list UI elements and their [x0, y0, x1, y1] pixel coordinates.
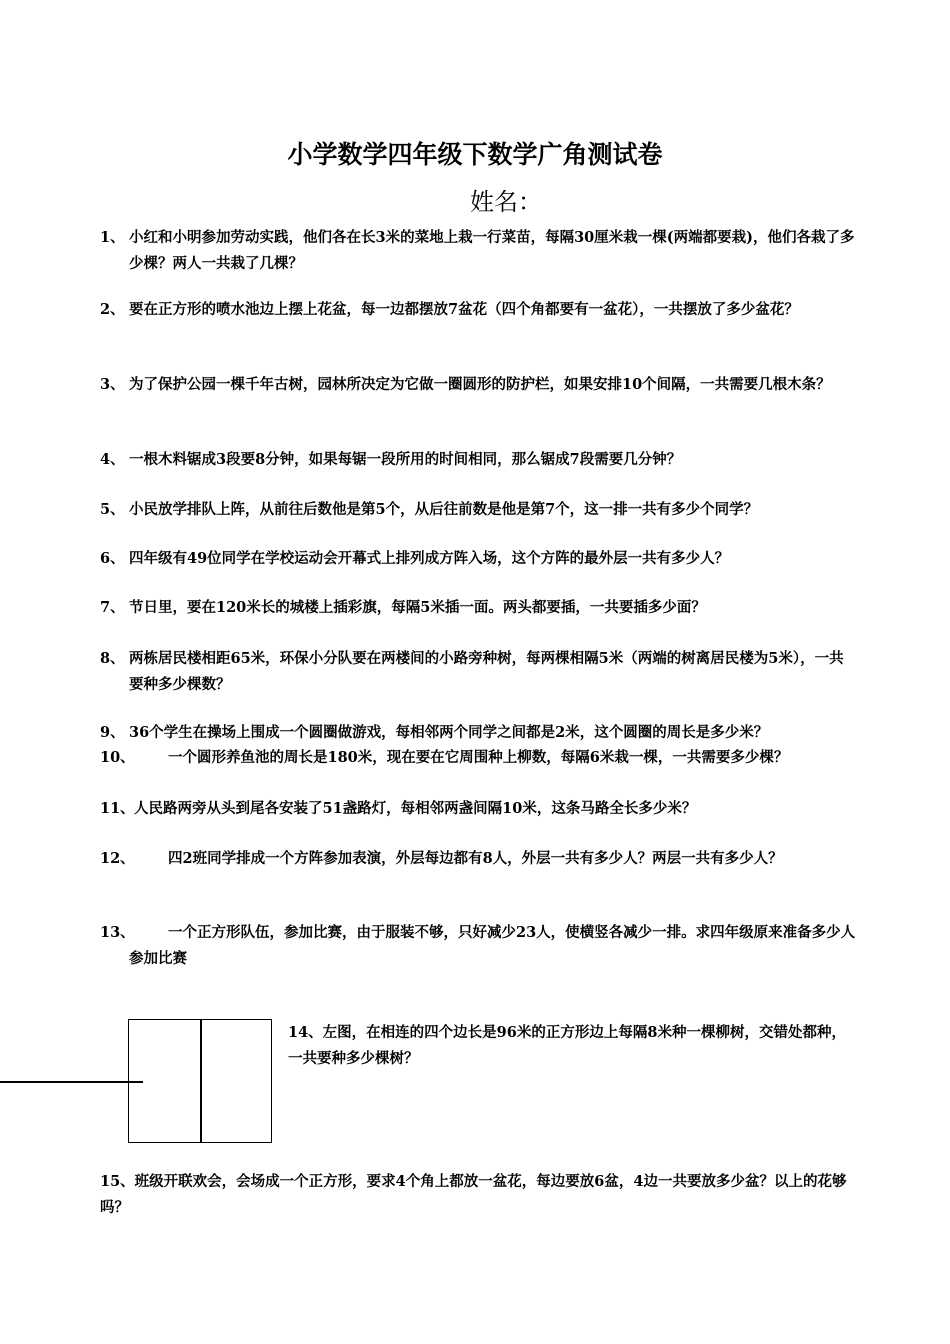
question-2 — [100, 297, 858, 323]
question-text: 一个圆形养鱼池的周长是180米，现在要在它周围种上柳数，每隔6米栽一棵，一共需要多少棵？ — [168, 749, 789, 766]
name-label: 姓名： — [470, 188, 542, 216]
question-3 — [100, 372, 858, 398]
question-6 — [100, 546, 858, 572]
question-number: 8、 — [100, 650, 125, 667]
question-11 — [100, 796, 858, 822]
diagram-divider — [200, 1020, 202, 1142]
question-number: 11、 — [100, 800, 135, 817]
question-text: 四2班同学排成一个方阵参加表演，外层每边都有8人，外层一共有多少人？两层一共有多少人？ — [168, 850, 783, 867]
square-diagram — [128, 1019, 272, 1143]
question-text: 两栋居民楼相距65米，环保小分队要在两楼间的小路旁种树，每两棵相隔5米（两端的树离居民楼为5米），一共要种多少棵数？ — [129, 650, 844, 693]
question-number: 3、 — [100, 376, 125, 393]
question-text: 小民放学排队上阵，从前往后数他是第5个，从后往前数是他是第7个，这一排一共有多少个同学？ — [129, 501, 759, 518]
question-number: 7、 — [100, 599, 125, 616]
question-text: 人民路两旁从头到尾各安装了51盏路灯，每相邻两盏间隔10米，这条马路全长多少米？ — [134, 800, 697, 817]
question-5 — [100, 497, 858, 523]
question-4 — [100, 447, 858, 473]
question-7 — [100, 595, 858, 621]
question-text: 要在正方形的喷水池边上摆上花盆，每一边都摆放7盆花（四个角都要有一盆花），一共摆放了多少盆花？ — [129, 301, 799, 318]
question-8 — [100, 646, 858, 698]
question-text: 15、班级开联欢会，会场成一个正方形，要求4个角上都放一盆花，每边要放6盆，4边一共要放多少盆？以上的花够吗？ — [100, 1173, 847, 1216]
question-text: 为了保护公园一棵千年古树，园林所决定为它做一圈圆形的防护栏，如果安排10个间隔，一共需要几根木条？ — [129, 376, 831, 393]
question-number: 5、 — [100, 501, 125, 518]
question-number: 1、 — [100, 229, 125, 246]
question-13 — [100, 920, 858, 972]
question-12 — [100, 846, 858, 872]
diagram-line — [0, 1081, 143, 1083]
question-number: 4、 — [100, 451, 125, 468]
question-text: 四年级有49位同学在学校运动会开幕式上排列成方阵入场，这个方阵的最外层一共有多少人？ — [129, 550, 730, 567]
question-9 — [100, 720, 900, 746]
question-text: 36个学生在操场上围成一个圆圈做游戏，每相邻两个同学之间都是2米，这个圆圈的周长是多少米？ — [129, 724, 769, 741]
page-title: 小学数学四年级下数学广角测试卷 — [287, 140, 663, 169]
question-number: 10、 — [100, 749, 135, 766]
question-text: 14、左图，在相连的四个边长是96米的正方形边上每隔8米种一棵柳树，交错处都种，一共要种多少棵树？ — [288, 1024, 846, 1067]
question-1 — [100, 225, 858, 277]
question-number: 6、 — [100, 550, 125, 567]
question-number: 2、 — [100, 301, 125, 318]
question-text: 一根木料锯成3段要8分钟，如果每锯一段所用的时间相同，那么锯成7段需要几分钟？ — [129, 451, 682, 468]
question-text: 节日里，要在120米长的城楼上插彩旗，每隔5米插一面。两头都要插，一共要插多少面？ — [129, 599, 706, 616]
question-text: 小红和小明参加劳动实践，他们各在长3米的菜地上栽一行菜苗，每隔30厘米栽一棵(两端都要栽)，他们各栽了多少棵？两人一共栽了几棵？ — [129, 229, 855, 272]
question-number: 13、 — [100, 924, 135, 941]
question-14 — [288, 1020, 858, 1072]
question-text: 一个正方形队伍，参加比赛，由于服装不够，只好减少23人，使横竖各减少一排。求四年级原来准备多少人参加比赛 — [129, 924, 856, 967]
question-number: 9、 — [100, 724, 125, 741]
question-number: 12、 — [100, 850, 135, 867]
question-15 — [100, 1169, 858, 1221]
question-10 — [100, 745, 930, 771]
